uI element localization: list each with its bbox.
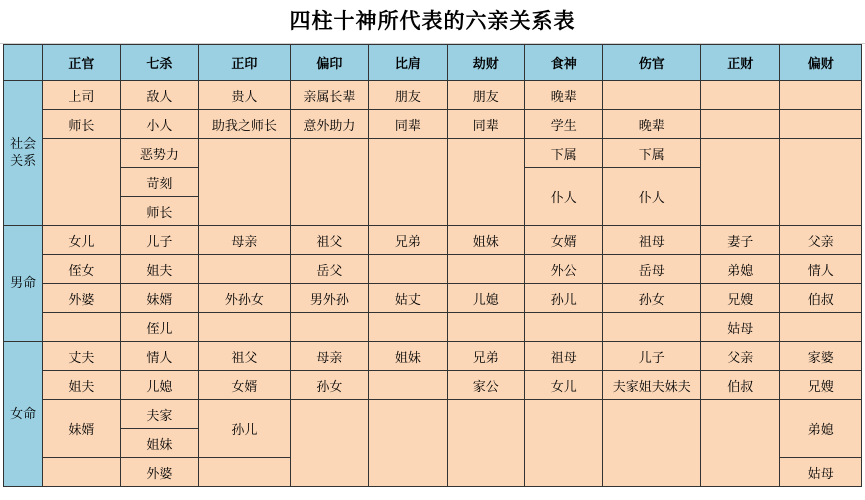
table-cell xyxy=(780,110,862,139)
category-male: 男命 xyxy=(4,226,43,342)
table-cell: 姐妹 xyxy=(369,342,447,371)
table-cell xyxy=(701,110,780,139)
table-cell: 姐妹 xyxy=(447,226,524,255)
table-cell: 女儿 xyxy=(43,226,120,255)
table-cell: 妹婿 xyxy=(43,400,120,458)
table-cell xyxy=(780,139,862,226)
table-cell: 情人 xyxy=(120,342,198,371)
header-shishen: 食神 xyxy=(524,45,602,81)
male-row-3 xyxy=(4,284,862,313)
female-row-2 xyxy=(4,371,862,400)
table-cell: 岳母 xyxy=(603,255,701,284)
six-relatives-table xyxy=(3,44,862,487)
male-row-1 xyxy=(4,226,862,255)
table-cell xyxy=(43,313,120,342)
table-cell xyxy=(369,139,447,226)
table-cell: 师长 xyxy=(120,197,198,226)
table-cell: 孙儿 xyxy=(199,400,291,458)
table-cell: 小人 xyxy=(120,110,198,139)
table-cell xyxy=(199,313,291,342)
table-cell: 夫家姐夫妹夫 xyxy=(603,371,701,400)
table-title: 四柱十神所代表的六亲关系表 xyxy=(0,0,865,44)
table-cell xyxy=(369,371,447,400)
table-cell xyxy=(524,400,602,487)
table-cell: 仆人 xyxy=(603,168,701,226)
table-cell: 侄女 xyxy=(43,255,120,284)
male-row-2 xyxy=(4,255,862,284)
table-cell: 恶势力 xyxy=(120,139,198,168)
header-zhengguan: 正官 xyxy=(43,45,120,81)
male-row-4 xyxy=(4,313,862,342)
table-cell: 晚辈 xyxy=(603,110,701,139)
table-cell: 助我之师长 xyxy=(199,110,291,139)
table-cell: 外婆 xyxy=(43,284,120,313)
table-cell xyxy=(524,313,602,342)
table-cell xyxy=(199,139,291,226)
table-cell: 敌人 xyxy=(120,81,198,110)
table-cell: 外婆 xyxy=(120,458,198,487)
table-cell: 同辈 xyxy=(369,110,447,139)
table-cell xyxy=(290,139,368,226)
header-qisha: 七杀 xyxy=(120,45,198,81)
table-cell xyxy=(369,255,447,284)
category-social xyxy=(4,81,43,226)
header-row xyxy=(4,45,862,81)
table-cell xyxy=(43,458,120,487)
header-jiecai: 劫财 xyxy=(447,45,524,81)
table-cell: 祖母 xyxy=(603,226,701,255)
table-cell: 下属 xyxy=(603,139,701,168)
table-cell: 苛刻 xyxy=(120,168,198,197)
table-cell: 侄儿 xyxy=(120,313,198,342)
table-cell: 家公 xyxy=(447,371,524,400)
table-cell: 同辈 xyxy=(447,110,524,139)
table-cell xyxy=(43,139,120,226)
social-row-2 xyxy=(4,110,862,139)
table-cell: 孙女 xyxy=(290,371,368,400)
header-pianyin: 偏印 xyxy=(290,45,368,81)
table-cell: 姑丈 xyxy=(369,284,447,313)
table-cell: 女儿 xyxy=(524,371,602,400)
table-cell: 孙女 xyxy=(603,284,701,313)
table-cell xyxy=(603,400,701,487)
header-piancai: 偏财 xyxy=(780,45,862,81)
table-cell xyxy=(447,255,524,284)
table-cell: 父亲 xyxy=(780,226,862,255)
table-cell xyxy=(447,400,524,487)
table-cell: 师长 xyxy=(43,110,120,139)
category-social-line2: 关系 xyxy=(10,154,37,169)
female-row-1 xyxy=(4,342,862,371)
category-social-line1: 社会 xyxy=(10,137,37,152)
table-cell xyxy=(603,81,701,110)
table-cell: 兄嫂 xyxy=(701,284,780,313)
table-cell: 下属 xyxy=(524,139,602,168)
table-cell: 祖父 xyxy=(290,226,368,255)
table-cell: 兄嫂 xyxy=(780,371,862,400)
table-cell: 儿媳 xyxy=(120,371,198,400)
table-cell: 祖母 xyxy=(524,342,602,371)
table-cell: 弟媳 xyxy=(701,255,780,284)
table-cell: 儿媳 xyxy=(447,284,524,313)
table-cell xyxy=(780,81,862,110)
table-cell: 朋友 xyxy=(447,81,524,110)
table-cell xyxy=(369,400,447,487)
table-cell: 儿子 xyxy=(120,226,198,255)
table-cell xyxy=(369,313,447,342)
table-cell: 孙儿 xyxy=(524,284,602,313)
table-cell: 母亲 xyxy=(290,342,368,371)
table-cell xyxy=(780,313,862,342)
table-cell xyxy=(199,458,291,487)
header-zhengyin: 正印 xyxy=(199,45,291,81)
table-cell: 朋友 xyxy=(369,81,447,110)
table-cell xyxy=(701,81,780,110)
table-cell: 意外助力 xyxy=(290,110,368,139)
table-cell: 妻子 xyxy=(701,226,780,255)
table-cell: 弟媳 xyxy=(780,400,862,458)
table-cell: 女婿 xyxy=(199,371,291,400)
table-cell xyxy=(701,139,780,226)
table-cell: 妹婿 xyxy=(120,284,198,313)
table-cell: 兄弟 xyxy=(447,342,524,371)
table-cell: 祖父 xyxy=(199,342,291,371)
table-cell xyxy=(447,139,524,226)
social-row-3 xyxy=(4,139,862,168)
table-cell: 伯叔 xyxy=(701,371,780,400)
table-cell: 夫家 xyxy=(120,400,198,429)
table-cell: 姑母 xyxy=(701,313,780,342)
social-row-1 xyxy=(4,81,862,110)
table-cell: 外公 xyxy=(524,255,602,284)
category-female: 女命 xyxy=(4,342,43,487)
table-cell xyxy=(199,255,291,284)
table-cell xyxy=(447,313,524,342)
table-cell: 姐夫 xyxy=(120,255,198,284)
table-cell: 学生 xyxy=(524,110,602,139)
table-cell: 贵人 xyxy=(199,81,291,110)
table-cell xyxy=(290,400,368,487)
table-cell: 儿子 xyxy=(603,342,701,371)
table-cell: 姐妹 xyxy=(120,429,198,458)
table-cell xyxy=(290,313,368,342)
table-cell xyxy=(701,400,780,487)
header-bijian: 比肩 xyxy=(369,45,447,81)
header-shangguan: 伤官 xyxy=(603,45,701,81)
header-zhengcai: 正财 xyxy=(701,45,780,81)
table-cell: 父亲 xyxy=(701,342,780,371)
table-cell: 男外孙 xyxy=(290,284,368,313)
table-cell: 兄弟 xyxy=(369,226,447,255)
table-cell: 伯叔 xyxy=(780,284,862,313)
table-cell: 上司 xyxy=(43,81,120,110)
table-cell: 女婿 xyxy=(524,226,602,255)
table-cell: 岳父 xyxy=(290,255,368,284)
table-cell: 仆人 xyxy=(524,168,602,226)
table-cell xyxy=(603,313,701,342)
female-row-3 xyxy=(4,400,862,429)
table-cell: 亲属长辈 xyxy=(290,81,368,110)
table-cell: 姑母 xyxy=(780,458,862,487)
table-cell: 晚辈 xyxy=(524,81,602,110)
table-cell: 丈夫 xyxy=(43,342,120,371)
table-cell: 家婆 xyxy=(780,342,862,371)
header-corner xyxy=(4,45,43,81)
table-cell: 姐夫 xyxy=(43,371,120,400)
table-cell: 情人 xyxy=(780,255,862,284)
table-cell: 外孙女 xyxy=(199,284,291,313)
table-cell: 母亲 xyxy=(199,226,291,255)
